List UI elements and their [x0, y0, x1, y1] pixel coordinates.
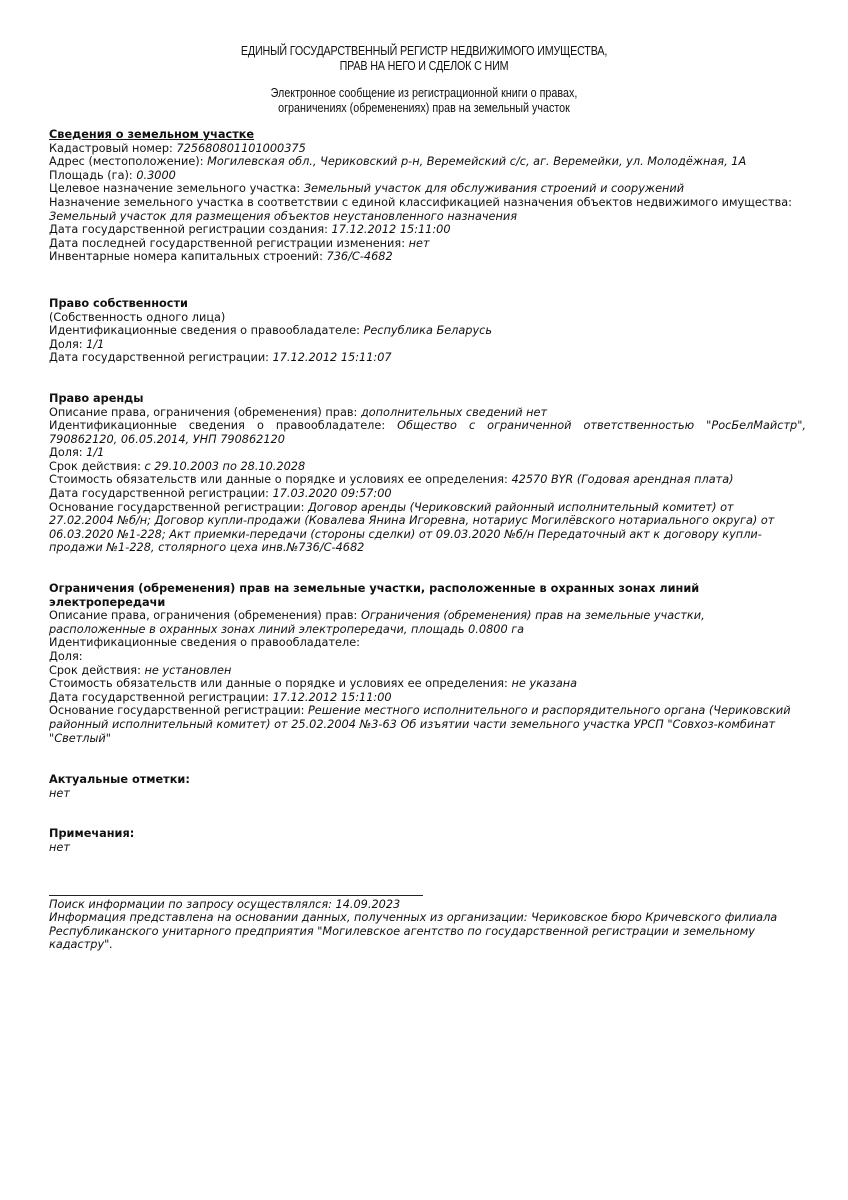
- restriction-description-label: Описание права, ограничения (обременения) прав:: [49, 609, 361, 623]
- land-plot-section: [49, 128, 806, 264]
- restriction-basis-line-1: Решение местного исполнительного и распорядительного органа (Чериковский: [307, 704, 791, 718]
- inventory-label: Инвентарные номера капитальных строений:: [49, 250, 327, 264]
- restriction-reg-date-row: [49, 691, 806, 705]
- spacer: [49, 555, 806, 582]
- lease-description-label: Описание права, ограничения (обременения) прав:: [49, 405, 361, 419]
- lease-cost-value: 42570 BYR (Годовая арендная плата): [511, 473, 734, 487]
- creation-date-label: Дата государственной регистрации создания:: [49, 223, 332, 237]
- restriction-description-line-1: Ограничения (обременения) прав на земельные участки,: [360, 609, 705, 623]
- subtitle-line-1: Электронное сообщение из регистрационной книги о правах,: [270, 86, 578, 100]
- current-marks-value: нет: [49, 786, 70, 800]
- ownership-heading: Право собственности: [49, 296, 188, 310]
- ownership-reg-date-label: Дата государственной регистрации:: [49, 351, 273, 365]
- restriction-section: [49, 582, 806, 745]
- lease-holder-label: Идентификационные сведения о правообладателе:: [49, 419, 398, 433]
- restriction-term-label: Срок действия:: [49, 663, 145, 677]
- change-date-row: [49, 237, 806, 251]
- change-date-label: Дата последней государственной регистрации изменения:: [49, 236, 409, 250]
- lease-cost-label: Стоимость обязательств или данные о порядке и условиях ее определения:: [49, 473, 512, 487]
- restriction-basis-label: Основание государственной регистрации:: [49, 704, 308, 718]
- lease-description-value: дополнительных сведений нет: [360, 405, 548, 419]
- document-body: [49, 128, 806, 952]
- lease-heading: Право аренды: [49, 391, 144, 405]
- ownership-reg-date-row: [49, 351, 806, 365]
- spacer: [49, 855, 806, 895]
- title-line-2: ПРАВ НА НЕГО И СДЕЛОК С НИМ: [339, 58, 509, 73]
- restriction-cost-row: [49, 677, 806, 691]
- address-row: [49, 155, 806, 169]
- ownership-share-row: [49, 338, 806, 352]
- document-subtitle: [59, 86, 788, 115]
- footer-info-line-3: кадастру".: [49, 938, 113, 952]
- ownership-type: (Собственность одного лица): [49, 310, 226, 324]
- lease-term-row: [49, 460, 806, 474]
- lease-basis-line-3: 06.03.2020 №1-228; Акт приемки-передачи (стороны сделки) от 09.03.2020 №б/н Передаточный акт к договору купли-: [49, 527, 762, 541]
- lease-term-value: с 29.10.2003 по 28.10.2028: [144, 459, 306, 473]
- restriction-reg-date-label: Дата государственной регистрации:: [49, 690, 273, 704]
- ownership-share-value: 1/1: [86, 337, 105, 351]
- purpose-value: Земельный участок для обслуживания строений и сооружений: [303, 182, 685, 196]
- subtitle-line-2: ограничениях (обременениях) прав на земельный участок: [278, 100, 570, 115]
- lease-basis-line-2: 27.02.2004 №б/н; Договор купли-продажи (Ковалева Янина Игоревна, нотариус Могилёвского нотариального округа) от: [49, 514, 775, 528]
- lease-cost-row: [49, 473, 806, 487]
- restriction-heading-line-1: Ограничения (обременения) прав на земельные участки, расположенные в охранных зонах линий: [49, 582, 700, 596]
- inventory-value: 736/С-4682: [326, 250, 393, 264]
- notes-section: [49, 827, 806, 854]
- address-value: Могилевская обл., Чериковский р-н, Веремейский с/с, аг. Веремейки, ул. Молодёжная, 1А: [207, 155, 747, 169]
- restriction-share-label: Доля:: [49, 650, 83, 663]
- restriction-reg-date-value: 17.12.2012 15:11:00: [272, 690, 392, 704]
- inventory-row: [49, 250, 806, 264]
- footer-divider: [49, 895, 423, 896]
- footer-section: [49, 895, 806, 952]
- classification-label: Назначение земельного участка в соответствии с единой классификацией назначения объектов недвижимого имущества:: [49, 195, 792, 209]
- cadastral-number-value: 725680801101000375: [176, 141, 306, 155]
- current-marks-section: [49, 773, 806, 800]
- lease-reg-date-value: 17.03.2020 09:57:00: [272, 487, 392, 501]
- lease-holder-value: Общество с ограниченной ответственностью "РосБелМайстр",: [397, 419, 806, 433]
- creation-date-row: [49, 223, 806, 237]
- cadastral-number-row: [49, 142, 806, 156]
- ownership-holder-value: Республика Беларусь: [363, 324, 493, 338]
- spacer: [49, 745, 806, 773]
- purpose-row: [49, 182, 806, 196]
- footer-info-line-2: Республиканского унитарного предприятия "Могилевское агентство по государственной регистрации и земельному: [49, 924, 755, 938]
- lease-basis-row: [49, 501, 806, 515]
- restriction-term-row: [49, 664, 806, 678]
- notes-heading: Примечания:: [49, 827, 135, 841]
- area-label: Площадь (га):: [49, 168, 137, 182]
- footer-info-line-1: Информация представлена на основании данных, полученных из организации: Чериковское бюро Кричевского филиала: [49, 911, 778, 925]
- cadastral-number-label: Кадастровый номер:: [49, 141, 177, 155]
- spacer: [49, 800, 806, 827]
- footer-search-line: Поиск информации по запросу осуществлялся: 14.09.2023: [49, 897, 401, 911]
- title-line-1: ЕДИНЫЙ ГОСУДАРСТВЕННЫЙ РЕГИСТР НЕДВИЖИМОГО ИМУЩЕСТВА,: [240, 44, 608, 58]
- current-marks-heading: Актуальные отметки:: [49, 773, 190, 787]
- restriction-holder-label: Идентификационные сведения о правообладателе:: [49, 636, 360, 650]
- ownership-reg-date-value: 17.12.2012 15:11:07: [272, 351, 392, 365]
- restriction-basis-row: [49, 704, 806, 718]
- lease-basis-line-1: Договор аренды (Чериковский районный исполнительный комитет) от: [307, 500, 734, 514]
- area-row: [49, 169, 806, 183]
- lease-share-row: [49, 446, 806, 460]
- land-plot-heading: Сведения о земельном участке: [49, 128, 255, 141]
- lease-holder-value-cont: 790862120, 06.05.2014, УНП 790862120: [49, 432, 285, 446]
- lease-term-label: Срок действия:: [49, 459, 145, 473]
- ownership-holder-label: Идентификационные сведения о правообладателе:: [49, 324, 364, 338]
- spacer: [49, 264, 806, 297]
- ownership-section: [49, 297, 806, 365]
- classification-value: Земельный участок для размещения объектов неустановленного назначения: [49, 209, 518, 223]
- lease-basis-label: Основание государственной регистрации:: [49, 500, 308, 514]
- lease-reg-date-label: Дата государственной регистрации:: [49, 487, 273, 501]
- area-value: 0.3000: [136, 168, 176, 182]
- creation-date-value: 17.12.2012 15:11:00: [331, 223, 451, 237]
- restriction-heading-line-2: электропередачи: [49, 595, 166, 609]
- change-date-value: нет: [408, 236, 430, 250]
- lease-share-label: Доля:: [49, 446, 87, 460]
- restriction-cost-value: не указана: [511, 677, 578, 691]
- lease-reg-date-row: [49, 487, 806, 501]
- lease-basis-line-4: продажи №1-228, столярного цеха инв.№736/С-4682: [49, 541, 365, 555]
- ownership-holder-row: [49, 324, 806, 338]
- lease-section: [49, 392, 806, 555]
- restriction-description-line-2: расположенные в охранных зонах линий электропередачи, площадь 0.0800 га: [49, 622, 525, 636]
- spacer: [49, 365, 806, 392]
- restriction-cost-label: Стоимость обязательств или данные о порядке и условиях ее определения:: [49, 677, 512, 691]
- purpose-label: Целевое назначение земельного участка:: [49, 182, 304, 196]
- notes-value: нет: [49, 840, 70, 854]
- lease-description-row: [49, 406, 806, 420]
- restriction-basis-line-3: "Светлый": [49, 731, 111, 745]
- restriction-basis-line-2: районный исполнительный комитет) от 25.02.2004 №3-63 Об изъятии части земельного участка УРСП "Совхоз-комбинат: [49, 717, 776, 731]
- address-label: Адрес (местоположение):: [49, 155, 208, 169]
- lease-share-value: 1/1: [86, 446, 105, 460]
- ownership-share-label: Доля:: [49, 337, 87, 351]
- restriction-term-value: не установлен: [144, 663, 232, 677]
- document-title: [59, 44, 788, 73]
- restriction-description-row: [49, 609, 806, 623]
- lease-holder-row: [49, 419, 806, 433]
